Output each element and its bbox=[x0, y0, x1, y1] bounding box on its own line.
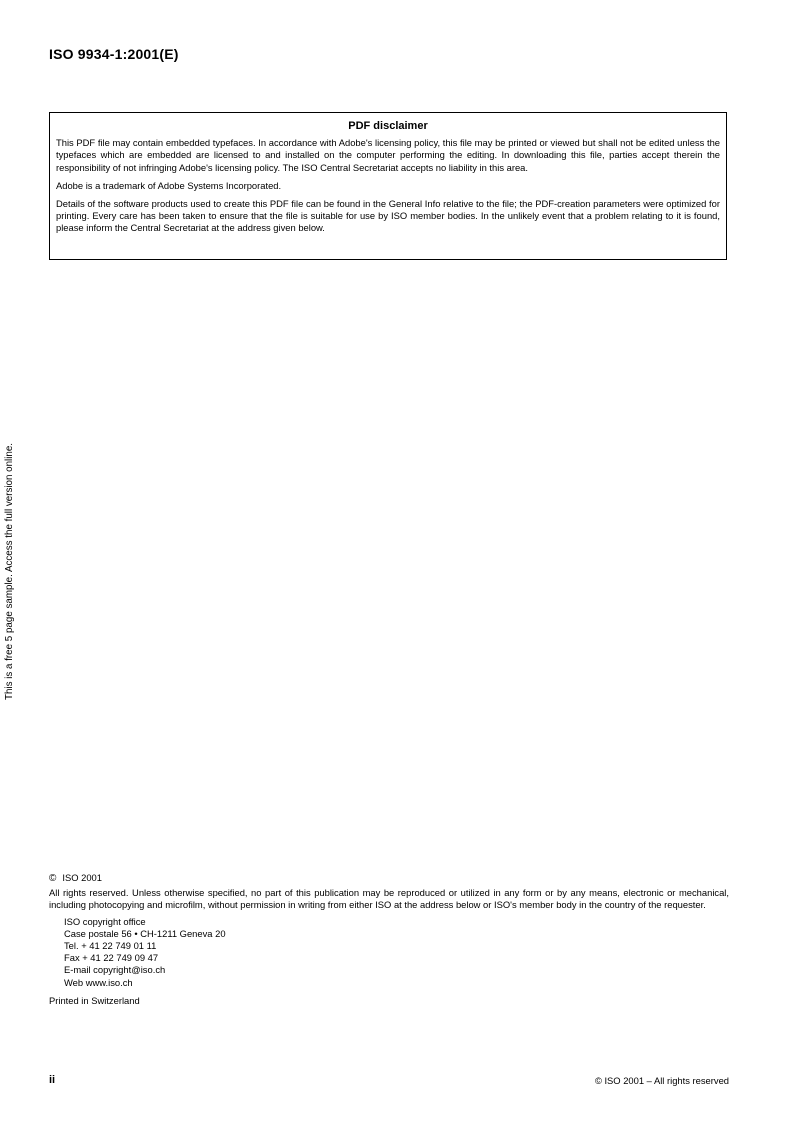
disclaimer-paragraph: Adobe is a trademark of Adobe Systems Incorporated. bbox=[56, 179, 282, 191]
copyright-symbol: © bbox=[49, 873, 57, 884]
footer-copyright: © ISO 2001 – All rights reserved bbox=[594, 1075, 729, 1086]
sample-side-note: This is a free 5 page sample. Access the full version online. bbox=[4, 442, 15, 700]
disclaimer-title: PDF disclaimer bbox=[348, 120, 428, 132]
rights-statement: All rights reserved. Unless otherwise specified, no part of this publication may be reproduced or utilized in any form or by any means, electronic or mechanical, including photocopying and microfilm, without permission in writing from either ISO at the address below or ISO's member body in the country of the requester. bbox=[49, 887, 729, 911]
office-line: Tel. + 41 22 749 01 11 bbox=[64, 940, 157, 952]
pdf-disclaimer-box bbox=[49, 112, 727, 260]
copyright-year: ISO 2001 bbox=[62, 872, 102, 883]
office-line: Fax + 41 22 749 09 47 bbox=[64, 952, 159, 964]
office-line: E-mail copyright@iso.ch bbox=[64, 964, 166, 976]
copyright-office-address bbox=[64, 916, 729, 989]
disclaimer-paragraph: This PDF file may contain embedded typefaces. In accordance with Adobe's licensing policy, this file may be printed or viewed but shall not be edited unless the typefaces which are embedded are licensed to and installed on the computer performing the editing. In downloading this file, parties accept therein the responsibility of not infringing Adobe's licensing policy. The ISO Central Secretariat accepts no liability in this area. bbox=[56, 137, 720, 173]
copyright-line bbox=[49, 872, 729, 885]
office-line: ISO copyright office bbox=[64, 915, 146, 927]
printed-in: Printed in Switzerland bbox=[49, 994, 140, 1006]
copyright-block bbox=[49, 872, 729, 1007]
page-number: ii bbox=[49, 1074, 56, 1086]
disclaimer-paragraph: Details of the software products used to create this PDF file can be found in the General Info relative to the file; the PDF-creation parameters were optimized for printing. Every care has been taken to ensure that the file is suitable for use by ISO member bodies. In the unlikely event that a problem relating to it is found, please inform the Central Secretariat at the address given below. bbox=[56, 198, 720, 234]
office-line: Case postale 56 • CH-1211 Geneva 20 bbox=[64, 927, 226, 939]
office-line: Web www.iso.ch bbox=[64, 976, 133, 988]
document-id: ISO 9934-1:2001(E) bbox=[49, 46, 179, 62]
